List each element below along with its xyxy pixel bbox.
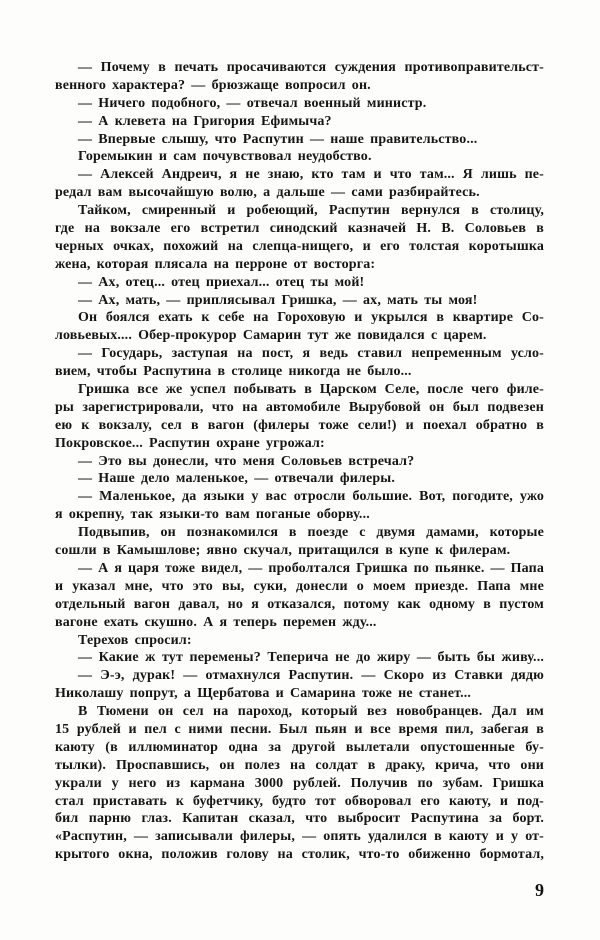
text-line: вием, чтобы Распутина в столице никогда не было... [55,364,412,380]
text-line: сошли в Камышлове; явно скучал, притащился в купе к филерам. [55,543,511,559]
text-line: — Ничего подобного, — отвечал военный министр. [78,95,427,111]
text-line: — А клевета на Григория Ефимыча? [78,113,332,129]
text-line: — Ах, мать, — приплясывал Гришка, — ах, мать ты моя! [78,292,478,308]
text-line: Тайком, смиренный и робеющий, Распутин вернулся в столицу, [78,203,544,219]
text-line: «Распутин, — записывали филеры, — опять удалился в каюту и у от- [55,829,544,845]
text-line: я окрепну, так языки-то вам поганые оборву... [55,507,370,523]
text-line: — Государь, заступая на пост, я ведь ставил непременным усло- [78,346,544,362]
text-line: редал вам высочайшую волю, а дальше — сами разбирайтесь. [55,185,480,201]
text-line: черных очках, похожий на слепца-нищего, и его толстая коротышка [55,238,544,254]
text-line: Подвыпив, он познакомился в поезде с двумя дамами, которые [78,525,544,541]
text-line: ловьевых.... Обер-прокурор Самарин тут же повидался с царем. [55,328,487,344]
text-line: ры зарегистрировали, что на автомобиле Вырубовой он был подвезен [55,399,544,415]
text-line: — Какие ж тут перемены? Теперича не до жиру — быть бы живу... [78,650,544,666]
text-line: крытого окна, положив голову на столик, что-то обиженно бормотал, [55,847,544,863]
text-line: Покровское... Распутин охране угрожал: [55,435,325,451]
text-line: тылки). Проспавшись, он полез на солдат в драку, крича, что они [55,757,544,773]
text-line: Горемыкин и сам почувствовал неудобство. [78,149,372,165]
text-line: ею к вокзалу, сел в вагон (филеры тоже сели!) и поехал обратно в [55,417,544,433]
text-line: 15 рублей и пел с ними песни. Был пьян и все время пил, забегая в [55,721,544,737]
text-line: каюту (в иллюминатор одна за другой вылетали опустошенные бу- [55,739,544,755]
text-line: — А я царя тоже видел, — проболтался Гришка по пьянке. — Папа [78,560,544,576]
text-line: Николашу попрут, а Щербатова и Самарина тоже не станет... [55,686,472,702]
text-line: отдельный вагон давал, но я отказался, потому как одному в пустом [55,596,544,612]
text-line: жена, которая плясала на перроне от восторга: [55,256,376,272]
text-line: — Почему в печать просачиваются суждения противоправительст- [78,60,544,75]
text-line: — Ах, отец... отец приехал... отец ты мой! [78,274,365,290]
text-line: украли у него из кармана 3000 рублей. Получив по зубам. Гришка [55,775,544,791]
text-line: Гришка все же успел побывать в Царском Селе, после чего филе- [78,382,544,398]
text-line: — Э-э, дурак! — отмахнулся Распутин. — Скоро из Ставки дядю [78,668,544,684]
text-line: стал приставать к буфетчику, будто тот обворовал его каюту, и под- [55,793,544,809]
text-line: венного характера? — брюзжаще вопросил он. [55,77,371,93]
text-line: — Алексей Андреич, я не знаю, кто там и что там... Я лишь пе- [78,167,544,183]
text-line: где на вокзале его встретил синодский казначей Н. В. Соловьев в [55,221,544,237]
text-line: и указал мне, что это вы, суки, донесли о моем приезде. Папа мне [55,578,544,594]
text-line: — Впервые слышу, что Распутин — наше правительство... [78,131,478,147]
text-line: Он боялся ехать к себе на Гороховую и укрылся в квартире Со- [78,310,544,326]
text-line: Терехов спросил: [78,632,192,648]
text-line: — Маленькое, да языки у вас отросли большие. Вот, погодите, ужо [78,489,544,505]
text-line: бил парню глаз. Капитан сказал, что выбросит Распутина за борт. [55,811,544,827]
text-line: — Наше дело маленькое, — отвечали филеры. [78,471,396,487]
text-line: В Тюмени он сел на пароход, который вез новобранцев. Дал им [78,704,544,720]
text-line: — Это вы донесли, что меня Соловьев встречал? [78,453,415,469]
page-number: 9 [535,880,544,900]
text-line: вагоне ехать скушно. А я теперь перемен жду... [55,614,377,630]
page-text [55,59,544,864]
